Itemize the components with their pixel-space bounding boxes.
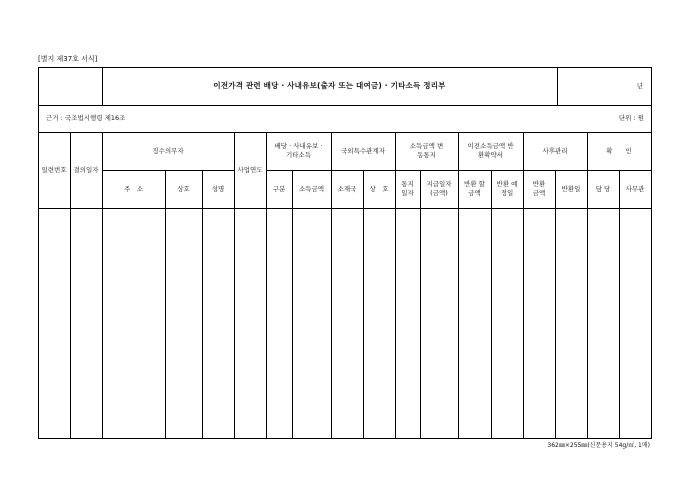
header-name: 성명: [211, 184, 225, 193]
form-label: [별지 제37호 서식]: [38, 55, 98, 63]
header-returned-amount: 반환 금액: [532, 180, 546, 197]
header-dividend-group: 배당 · 사내유보 · 기타소득: [274, 142, 323, 159]
header-post-management: 사후관리: [542, 146, 568, 155]
year-label: 년: [636, 81, 643, 90]
header-notice-date: 통지 일자: [401, 180, 414, 197]
header-payment-date: 지급일자 (금액): [426, 180, 452, 197]
header-expected-return-date: 반환 예정일: [496, 180, 518, 197]
header-trade-name: 상호: [177, 184, 190, 193]
header-country: 소재국: [337, 184, 357, 193]
paper-spec-footnote: 362㎜×255㎜(신문용지 54g/㎡, 1매): [547, 442, 650, 449]
header-return-amount: 반환 할 금액: [464, 180, 485, 197]
header-income-amount: 소득금액: [298, 184, 325, 193]
header-business-year: 사업연도: [237, 165, 263, 174]
header-section-chief: 사무관: [625, 184, 645, 193]
header-withholding-agent: 징수의무자: [152, 146, 184, 155]
header-foreign-trade-name: 상 호: [369, 184, 389, 193]
header-officer: 담 당: [595, 184, 611, 193]
header-address: 주 소: [123, 184, 144, 193]
header-foreign-party: 국외특수관계자: [341, 146, 385, 155]
header-category: 구분: [272, 184, 286, 193]
header-confirm: 확 인: [606, 146, 632, 155]
basis-text: 근거 : 국조법시행령 제16조: [46, 114, 126, 123]
header-serial-no: 일련번호: [41, 165, 67, 174]
ledger-table: [38, 67, 652, 439]
unit-text: 단위 : 원: [618, 114, 644, 123]
header-transfer-income: 이전소득금액 반환확약서: [467, 142, 514, 159]
header-decision-date: 결의일자: [73, 165, 99, 174]
header-return-date: 반환일: [561, 184, 581, 193]
header-income-change: 소득금액 변동통지: [409, 142, 444, 159]
form-title: 이전가격 관련 배당 · 사내유보(출자 또는 대여금) · 기타소득 정리부: [213, 80, 446, 90]
